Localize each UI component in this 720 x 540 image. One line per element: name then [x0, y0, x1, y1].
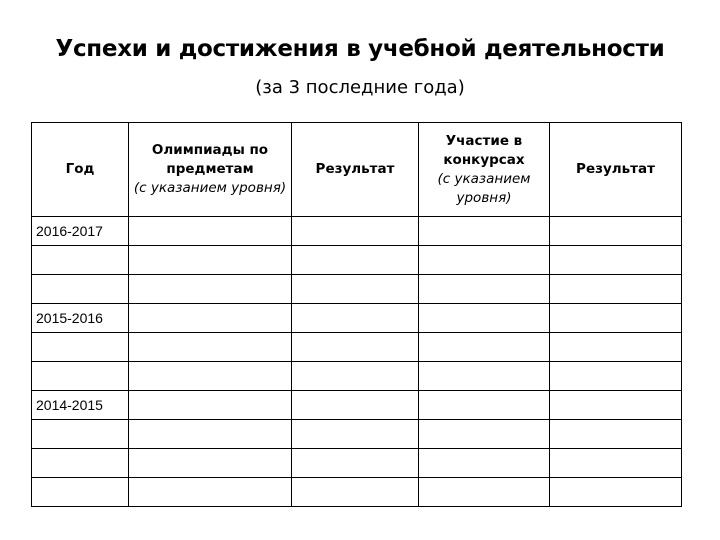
- table-cell[interactable]: [419, 449, 550, 478]
- table-row: [32, 362, 682, 391]
- header-note: (с указанием уровня): [437, 170, 531, 206]
- year-cell[interactable]: [32, 478, 129, 507]
- table-cell[interactable]: [419, 304, 550, 333]
- achievements-table: [31, 122, 682, 507]
- table-cell[interactable]: [550, 391, 682, 420]
- table-cell[interactable]: [550, 304, 682, 333]
- table-cell[interactable]: [550, 420, 682, 449]
- year-cell[interactable]: 2014-2015: [32, 391, 129, 420]
- table-cell[interactable]: [129, 333, 292, 362]
- table-header-row: [32, 123, 682, 217]
- table-cell[interactable]: [129, 478, 292, 507]
- table-cell[interactable]: [129, 420, 292, 449]
- table-row: [32, 478, 682, 507]
- header-year: [32, 123, 129, 217]
- table-cell[interactable]: [550, 362, 682, 391]
- table-cell[interactable]: [419, 420, 550, 449]
- table-cell[interactable]: [129, 449, 292, 478]
- header-contests: [419, 123, 550, 217]
- year-cell[interactable]: [32, 246, 129, 275]
- table-cell[interactable]: [550, 275, 682, 304]
- table-cell[interactable]: [292, 217, 419, 246]
- year-cell[interactable]: 2015-2016: [32, 304, 129, 333]
- table-cell[interactable]: [129, 217, 292, 246]
- table-cell[interactable]: [550, 246, 682, 275]
- year-cell[interactable]: [32, 449, 129, 478]
- table-cell[interactable]: [292, 362, 419, 391]
- table-cell[interactable]: [292, 478, 419, 507]
- header-result: [292, 123, 419, 217]
- table-cell[interactable]: [419, 333, 550, 362]
- table-cell[interactable]: [292, 449, 419, 478]
- header-label: Участие в конкурсах: [443, 132, 525, 168]
- table-cell[interactable]: [292, 246, 419, 275]
- table-row: [32, 391, 682, 420]
- header-label: Результат: [315, 161, 395, 177]
- header-olympiads: [129, 123, 292, 217]
- table-cell[interactable]: [550, 217, 682, 246]
- table-cell[interactable]: [419, 478, 550, 507]
- table-cell[interactable]: [129, 246, 292, 275]
- table-row: [32, 275, 682, 304]
- table-cell[interactable]: [419, 275, 550, 304]
- header-label: Результат: [576, 161, 655, 177]
- table-cell[interactable]: [292, 391, 419, 420]
- table-row: [32, 304, 682, 333]
- table-row: [32, 246, 682, 275]
- table-cell[interactable]: [550, 478, 682, 507]
- table-cell[interactable]: [419, 391, 550, 420]
- table-cell[interactable]: [550, 449, 682, 478]
- header-label: Год: [65, 161, 95, 177]
- table-cell[interactable]: [292, 333, 419, 362]
- table-cell[interactable]: [292, 304, 419, 333]
- page-subtitle: (за 3 последние года): [255, 77, 465, 98]
- table-row: [32, 217, 682, 246]
- header-result-2: [550, 123, 682, 217]
- header-label: Олимпиады по предметам: [151, 142, 269, 177]
- table-cell[interactable]: [292, 420, 419, 449]
- table-row: [32, 420, 682, 449]
- page-title: Успехи и достижения в учебной деятельности: [55, 36, 665, 62]
- year-cell[interactable]: [32, 275, 129, 304]
- table-cell[interactable]: [292, 275, 419, 304]
- table-cell[interactable]: [419, 217, 550, 246]
- table-cell[interactable]: [129, 275, 292, 304]
- table-row: [32, 449, 682, 478]
- year-cell[interactable]: [32, 420, 129, 449]
- year-cell[interactable]: 2016-2017: [32, 217, 129, 246]
- table-cell[interactable]: [129, 362, 292, 391]
- table-cell[interactable]: [129, 391, 292, 420]
- table-cell[interactable]: [550, 333, 682, 362]
- table-cell[interactable]: [419, 246, 550, 275]
- table-cell[interactable]: [419, 362, 550, 391]
- header-note: (с указанием уровня): [133, 180, 287, 196]
- year-cell[interactable]: [32, 333, 129, 362]
- table-row: [32, 333, 682, 362]
- table-cell[interactable]: [129, 304, 292, 333]
- year-cell[interactable]: [32, 362, 129, 391]
